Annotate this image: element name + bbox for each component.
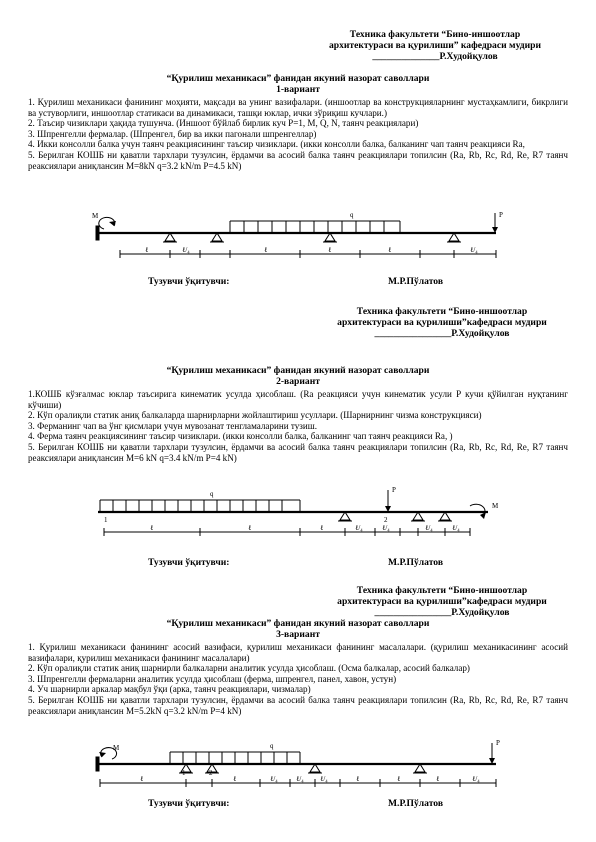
node-label: 2	[209, 769, 213, 777]
label-m: M	[492, 502, 499, 510]
node-label: 1	[182, 769, 186, 777]
dim-label: ℓ/₄	[182, 246, 190, 254]
exam-title	[0, 618, 596, 640]
dim-label: ℓ	[264, 246, 268, 254]
dim-label: ℓ	[233, 775, 237, 783]
variant-label: 1-вариант	[276, 84, 320, 95]
dim-label: ℓ/₄	[296, 775, 304, 783]
dim-label: ℓ/₄	[355, 524, 363, 532]
beam-diagram-2	[0, 486, 596, 538]
label-q: q	[210, 490, 214, 498]
label-m: M	[92, 212, 99, 220]
header-head: ________________Р.Худойқулов	[374, 328, 510, 339]
signature-role: Тузувчи ўқитувчи:	[148, 276, 230, 287]
node-label: 2	[384, 516, 388, 524]
dim-label: ℓ	[436, 775, 440, 783]
dim-label: ℓ/₄	[425, 524, 433, 532]
pin-supports	[163, 233, 461, 242]
header-department: архитектураси ва қурилиши”кафедраси мудири	[337, 317, 547, 328]
dim-label: ℓ/₄	[270, 775, 278, 783]
question: 3. Шпренгелли фермаларни аналитик усулда ҳисоблаш (ферма, шпренгел, панел, хавон, устун)	[28, 673, 397, 684]
department-header	[300, 29, 570, 62]
signature-role: Тузувчи ўқитувчи:	[148, 557, 230, 568]
question-list	[28, 642, 568, 716]
question-list	[28, 389, 568, 463]
header-department: архитектураси ва қурилиши” кафедраси мудири	[328, 40, 542, 51]
question: 2. Кўп оралиқли статик аниқ шарнирли балкаларни аналитик усулда ҳисоблаш. (Осма балкалар, асосий балкалар)	[28, 663, 470, 674]
label-p: P	[496, 739, 500, 747]
question: 2. Кўп оралиқли статик аниқ балкаларда шарнирларни жойлаштириш усуллари. (Шарнирнинг чизма конструкцияси)	[28, 410, 482, 421]
dim-label: ℓ/₄	[472, 775, 480, 783]
dim-label: ℓ	[356, 775, 360, 783]
header-department: архитектураси ва қурилиши”кафедраси мудири	[337, 596, 547, 607]
dim-label: ℓ	[328, 246, 332, 254]
pin-supports	[338, 512, 452, 521]
dim-label: ℓ/₄	[470, 246, 478, 254]
variant-label: 3-вариант	[276, 629, 320, 640]
question: 3. Шпренгелли фермалар. (Шпренгел, бир ва икки пагонали шпренгеллар)	[28, 128, 317, 139]
signature-role: Тузувчи ўқитувчи:	[148, 798, 230, 809]
exam-title-text: “Қурилиш механикаси” фанидан якуний назорат саволлари	[166, 618, 430, 629]
exam-title-text: “Қурилиш механикаси” фанидан якуний назорат саволлари	[166, 365, 430, 376]
question: 5. Берилган КОШБ ни қаватли тархлари тузулсин, ёрдамчи ва асосий балка таянч реакциялари топилсин (Ra, Rb, Rc, Rd, Re, R7 таянч реаксиялари аниқлансин M=5.2kN q=3.2 kN/m P=4 kN)	[28, 694, 568, 716]
dim-label: ℓ	[388, 246, 392, 254]
distributed-load-arrows	[230, 221, 400, 232]
question-list	[28, 97, 568, 171]
exam-title	[0, 73, 596, 95]
header-head: ______________Р.Худойқулов	[372, 51, 498, 62]
question: 2. Таъсир чизиклари ҳақида тушунча. (Иншоот бўйлаб бирлик куч P=1, M, Q, N, таянч реакциялари)	[28, 118, 419, 129]
distributed-load-arrows	[100, 500, 300, 511]
label-m: M	[113, 744, 120, 752]
label-p: P	[499, 211, 503, 219]
exam-title	[0, 365, 596, 387]
signature-name: М.Р.Пўлатов	[388, 276, 444, 287]
dim-label: ℓ	[150, 524, 154, 532]
label-p: P	[392, 486, 396, 494]
dim-label: ℓ	[248, 524, 252, 532]
question: 5. Берилган КОШБ ни қаватли тархлари тузулсин, ёрдамчи ва асосий балка таянч реакциялари топилсин (Ra, Rb, Rc, Rd, Re, R7 таянч реаксиялари аниқлансин M=6 kN q=3.4 kN/m P=4 kN)	[28, 441, 568, 463]
department-header	[312, 585, 572, 618]
distributed-load-arrows	[170, 752, 300, 763]
question: 4. Ферма таянч реакциясининг таъсир чизиклари. (икки консолли балка, балканинг чап таянч реакцияси Ra, )	[28, 431, 453, 442]
header-head: ________________Р.Худойқулов	[374, 607, 510, 618]
header-faculty: Техника факультети “Бино-иншоотлар	[356, 306, 528, 317]
label-q: q	[350, 211, 354, 219]
dim-label: ℓ	[397, 775, 401, 783]
question: 4. Икки консолли балка учун таянч реакциясининг таъсир чизиклари. (икки консолли балка, балканинг чап таянч реакцияси Ra,	[28, 139, 525, 150]
question: 1.КОШБ кўзғалмас юклар таъсирига кинематик усулда ҳисоблаш. (Ra реакцияси учун кинематик усули P кучи қўйилган нуқтанинг кўчиши)	[28, 389, 568, 410]
dim-label: ℓ/₄	[320, 775, 328, 783]
dim-label: ℓ/₄	[452, 524, 460, 532]
question: 4. Уч шарнирли аркалар мақбул ўқи (арка, таянч реакциялари, чизмалар)	[28, 684, 311, 695]
beam-diagram-1	[0, 208, 596, 262]
header-faculty: Техника факультети “Бино-иншоотлар	[349, 29, 521, 40]
department-header	[312, 306, 572, 339]
question: 1. Қурилиш механикаси фанининг асосий вазифаси, қурилиш механикаси фанининг масалалари. (қурилиш механикасининг асосий вазифалари, қурилиш механикаси фанининг масалалари)	[28, 642, 568, 663]
dim-label: ℓ/₄	[382, 524, 390, 532]
question: 3. Ферманинг чап ва ўнг қисмлари учун мувозанат тенгламаларини тузиш.	[28, 420, 318, 431]
header-faculty: Техника факультети “Бино-иншоотлар	[356, 585, 528, 596]
dim-label: ℓ	[320, 524, 324, 532]
variant-label: 2-вариант	[276, 376, 320, 387]
signature-name: М.Р.Пўлатов	[388, 798, 444, 809]
pin-supports	[179, 764, 427, 773]
node-label: 1	[104, 516, 108, 524]
exam-title-text: “Қурилиш механикаси” фанидан якуний назорат саволлари	[166, 73, 430, 84]
question: 5. Берилган КОШБ ни қаватли тархлари тузулсин, ёрдамчи ва асосий балка таянч реакциялари топилсин (Ra, Rb, Rc, Rd, Re, R7 таянч реаксиялари аниқлансин M=8kN q=3.2 kN/m P=4.5 kN)	[28, 149, 568, 171]
question: 1. Қурилиш механикаси фанининг моҳияти, мақсади ва унинг вазифалари. (иншоотлар ва конструкцияларнинг мустаҳкамлиги, бикрлиги ва устуворлиги, иншоотлар статикаси ва динамикаси, ташқи юклар, ички зўриқиш кучлари.)	[28, 97, 568, 118]
signature-name: М.Р.Пўлатов	[388, 557, 444, 568]
beam-diagram-3	[0, 737, 596, 789]
label-q: q	[270, 742, 274, 750]
dim-label: ℓ	[140, 775, 144, 783]
dim-label: ℓ	[145, 246, 149, 254]
